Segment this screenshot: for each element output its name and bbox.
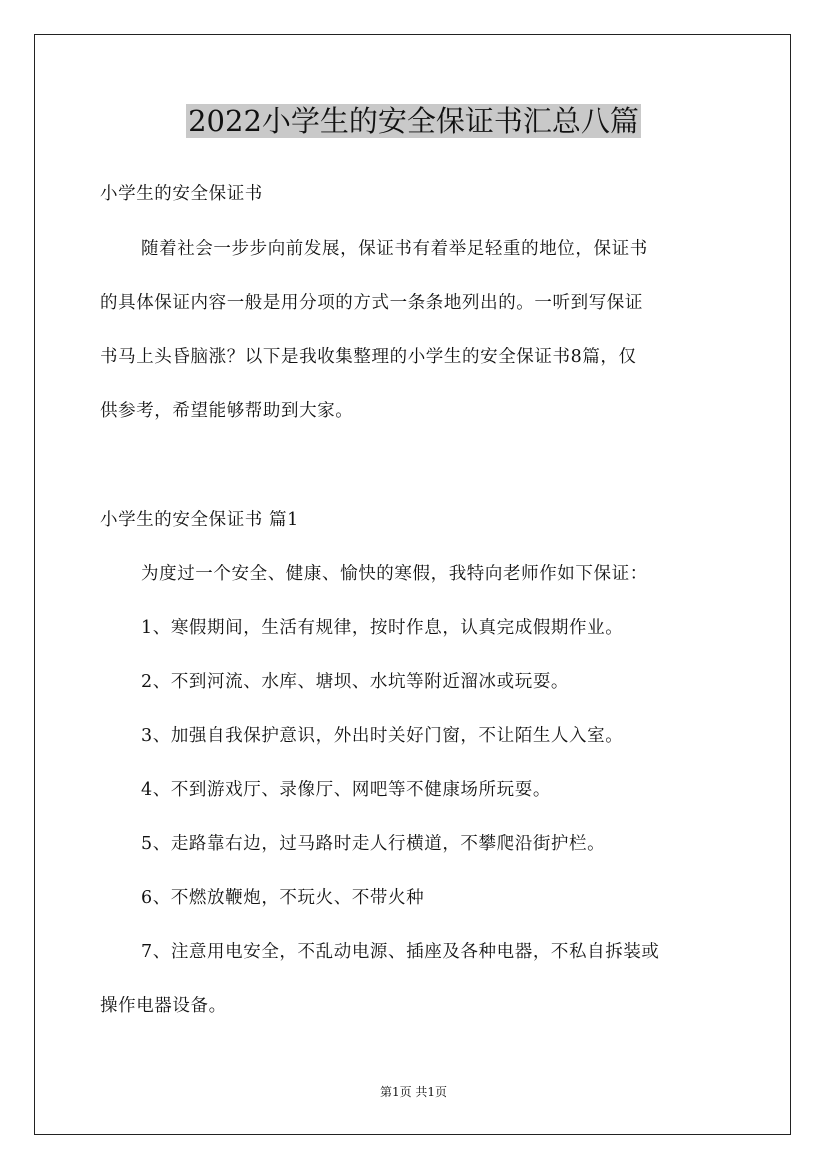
intro-line-4: 供参考，希望能够帮助到大家。: [100, 401, 354, 421]
article-line-7: 6、不燃放鞭炮，不玩火、不带火种: [141, 888, 425, 908]
article-line-6: 5、走路靠右边，过马路时走人行横道，不攀爬沿街护栏。: [141, 834, 606, 854]
article-line-2: 1、寒假期间，生活有规律，按时作息，认真完成假期作业。: [141, 618, 624, 638]
section-heading: 小学生的安全保证书: [100, 184, 263, 204]
document-title-row: [0, 100, 827, 142]
article-line-1: 为度过一个安全、健康、愉快的寒假，我特向老师作如下保证：: [141, 564, 648, 584]
article-heading: 小学生的安全保证书 篇1: [100, 510, 299, 530]
article-line-3: 2、不到河流、水库、塘坝、水坑等附近溜冰或玩耍。: [141, 672, 570, 692]
article-line-9: 操作电器设备。: [100, 996, 227, 1016]
intro-line-2: 的具体保证内容一般是用分项的方式一条条地列出的。一听到写保证: [100, 293, 643, 313]
document-title: 2022小学生的安全保证书汇总八篇: [188, 104, 639, 138]
article-line-8: 7、注意用电安全，不乱动电源、插座及各种电器，不私自拆装或: [141, 942, 660, 962]
page-footer: 第1页 共1页: [379, 1085, 448, 1099]
article-line-4: 3、加强自我保护意识，外出时关好门窗，不让陌生人入室。: [141, 726, 624, 746]
article-line-5: 4、不到游戏厅、录像厅、网吧等不健康场所玩耍。: [141, 780, 551, 800]
intro-line-1: 随着社会一步步向前发展，保证书有着举足轻重的地位，保证书: [141, 239, 648, 259]
intro-line-3: 书马上头昏脑涨？以下是我收集整理的小学生的安全保证书8篇，仅: [100, 347, 637, 367]
